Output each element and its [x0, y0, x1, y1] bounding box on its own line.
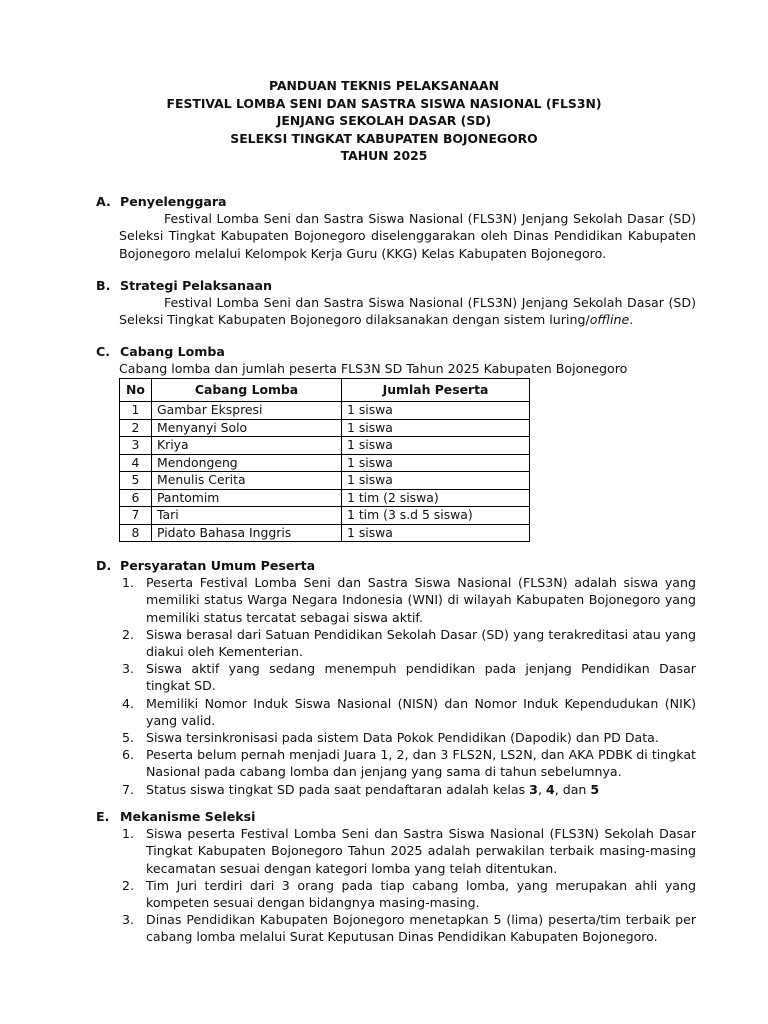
section-e-heading [96, 808, 696, 825]
kelas-4: 4 [545, 781, 555, 797]
list-item-text: Memiliki Nomor Induk Siswa Nasional (NISN) dan Nomor Induk Kependudukan (NIK) yang valid. [146, 695, 696, 728]
list-item-text: Status siswa tingkat SD pada saat pendaftaran adalah kelas [146, 781, 530, 797]
separator: , dan [554, 781, 591, 797]
table-header-row [120, 379, 530, 402]
cell-cabang: Pantomim [152, 489, 342, 507]
section-d-heading [96, 557, 696, 574]
cell-jumlah: 1 siswa [342, 472, 530, 490]
cell-jumlah: 1 tim (3 s.d 5 siswa) [342, 507, 530, 525]
list-item [122, 825, 696, 877]
section-c [96, 343, 696, 542]
document-title [0, 77, 768, 165]
list-item-number: 6. [122, 747, 135, 763]
section-b-text-italic: offline [589, 312, 630, 328]
section-d-title: Persyaratan Umum Peserta [120, 558, 316, 573]
cell-cabang: Tari [152, 507, 342, 525]
list-item-number: 5. [122, 730, 135, 746]
separator: , [537, 781, 546, 797]
list-item-number: 7. [122, 781, 135, 797]
list-item-text: Tim Juri terdiri dari 3 orang pada tiap cabang lomba, yang merupakan ahli yang kompeten sesuai dengan bidangnya masing-masing. [146, 877, 696, 911]
header-no: No [120, 379, 152, 402]
list-item [122, 781, 696, 798]
cell-no: 8 [120, 524, 152, 542]
table-row [120, 437, 530, 455]
section-a-letter: A. [96, 194, 111, 209]
cell-cabang: Mendongeng [152, 454, 342, 472]
cell-jumlah: 1 siswa [342, 419, 530, 437]
cell-no: 5 [120, 472, 152, 490]
table-row [120, 419, 530, 437]
list-item-number: 3. [122, 912, 135, 928]
list-item-text: Siswa aktif yang sedang menempuh pendidikan pada jenjang Pendidikan Dasar tingkat SD. [146, 661, 696, 694]
table-row [120, 489, 530, 507]
cell-jumlah: 1 siswa [342, 402, 530, 420]
section-e-list [96, 825, 696, 945]
section-b-text-main: Festival Lomba Seni dan Sastra Siswa Nasional (FLS3N) Jenjang Sekolah Dasar (SD) Seleksi Tingkat Kabupaten Bojonegoro dilaksanakan dengan sistem luring/ [119, 295, 696, 328]
cell-no: 4 [120, 454, 152, 472]
cell-cabang: Kriya [152, 437, 342, 455]
list-item-text: Siswa peserta Festival Lomba Seni dan Sastra Siswa Nasional (FLS3N) Sekolah Dasar Tingkat Kabupaten Bojonegoro Tahun 2025 adalah perwakilan terbaik masing-masing kecamatan sesuai dengan kategori lomba yang telah ditentukan. [146, 826, 696, 876]
section-d-list [96, 574, 696, 798]
cell-no: 1 [120, 402, 152, 420]
list-item [122, 626, 696, 660]
table-row [120, 454, 530, 472]
list-item [122, 729, 696, 746]
section-b-text-end: . [629, 312, 634, 328]
section-a-heading [96, 193, 696, 210]
list-item-text: Dinas Pendidikan Kabupaten Bojonegoro menetapkan 5 (lima) peserta/tim terbaik per cabang lomba melalui Surat Keputusan Dinas Pendidikan Kabupaten Bojonegoro. [146, 912, 696, 945]
section-d-letter: D. [96, 558, 112, 573]
list-item-text: Peserta belum pernah menjadi Juara 1, 2, dan 3 FLS2N, LS2N, dan AKA PDBK di tingkat Nasional pada cabang lomba dan jenjang yang sama di tahun sebelumnya. [146, 747, 696, 780]
list-item [122, 574, 696, 626]
cell-cabang: Menyanyi Solo [152, 419, 342, 437]
title-line-1: PANDUAN TEKNIS PELAKSANAAN [269, 78, 499, 93]
list-item-text: Siswa tersinkronisasi pada sistem Data Pokok Pendidikan (Dapodik) dan PD Data. [146, 730, 659, 746]
section-d [96, 557, 696, 798]
list-item [122, 660, 696, 694]
cell-jumlah: 1 siswa [342, 524, 530, 542]
header-jumlah-peserta: Jumlah Peserta [342, 379, 530, 402]
cell-jumlah: 1 siswa [342, 437, 530, 455]
cell-cabang: Pidato Bahasa Inggris [152, 524, 342, 542]
cell-jumlah: 1 siswa [342, 454, 530, 472]
table-row [120, 524, 530, 542]
list-item-text: Peserta Festival Lomba Seni dan Sastra Siswa Nasional (FLS3N) adalah siswa yang memiliki status Warga Negara Indonesia (WNI) di wilayah Kabupaten Bojonegoro yang memiliki status tercatat sebagai siswa aktif. [146, 575, 696, 625]
section-b-heading [96, 277, 696, 294]
section-a-text: Festival Lomba Seni dan Sastra Siswa Nasional (FLS3N) Jenjang Sekolah Dasar (SD) Seleksi Tingkat Kabupaten Bojonegoro diselenggarakan oleh Dinas Pendidikan Kabupaten Bojonegoro melalui Kelompok Kerja Guru (KKG) Kelas Kabupaten Bojonegoro. [119, 211, 696, 261]
list-item [122, 695, 696, 729]
table-row [120, 472, 530, 490]
title-line-4: SELEKSI TINGKAT KABUPATEN BOJONEGORO [230, 130, 538, 146]
section-c-intro: Cabang lomba dan jumlah peserta FLS3N SD Tahun 2025 Kabupaten Bojonegoro [119, 361, 628, 377]
list-item-number: 3. [122, 661, 135, 677]
list-item-number: 2. [122, 877, 135, 893]
title-line-3: JENJANG SEKOLAH DASAR (SD) [276, 113, 492, 129]
header-cabang-lomba: Cabang Lomba [152, 379, 342, 402]
kelas-5: 5 [590, 781, 600, 797]
list-item-number: 4. [122, 695, 135, 711]
list-item-number: 2. [122, 626, 135, 642]
section-a [96, 193, 696, 262]
cell-cabang: Gambar Ekspresi [152, 402, 342, 420]
list-item-number: 1. [122, 575, 135, 591]
section-e [96, 808, 696, 946]
table-row [120, 402, 530, 420]
section-b-text [119, 294, 696, 328]
cell-cabang: Menulis Cerita [152, 472, 342, 490]
list-item [122, 877, 696, 911]
list-item [122, 746, 696, 780]
cell-no: 3 [120, 437, 152, 455]
section-b-letter: B. [96, 278, 111, 293]
kelas-3: 3 [529, 781, 538, 797]
section-b [96, 277, 696, 329]
list-item-number: 1. [122, 826, 135, 842]
list-item [122, 911, 696, 945]
cell-no: 2 [120, 419, 152, 437]
cell-jumlah: 1 tim (2 siswa) [342, 489, 530, 507]
list-item-text: Siswa berasal dari Satuan Pendidikan Sekolah Dasar (SD) yang terakreditasi atau yang diakui oleh Kementerian. [146, 626, 696, 660]
cell-no: 6 [120, 489, 152, 507]
section-e-title: Mekanisme Seleksi [120, 809, 256, 824]
table-row [120, 507, 530, 525]
section-c-heading [96, 343, 696, 360]
section-e-letter: E. [96, 809, 110, 824]
title-line-2: FESTIVAL LOMBA SENI DAN SASTRA SISWA NASIONAL (FLS3N) [166, 95, 602, 111]
section-c-title: Cabang Lomba [120, 344, 225, 359]
section-a-title: Penyelenggara [120, 194, 227, 209]
title-line-5: TAHUN 2025 [340, 148, 428, 164]
section-c-letter: C. [96, 344, 111, 359]
section-b-title: Strategi Pelaksanaan [120, 278, 272, 293]
cabang-lomba-table [119, 378, 530, 542]
cell-no: 7 [120, 507, 152, 525]
